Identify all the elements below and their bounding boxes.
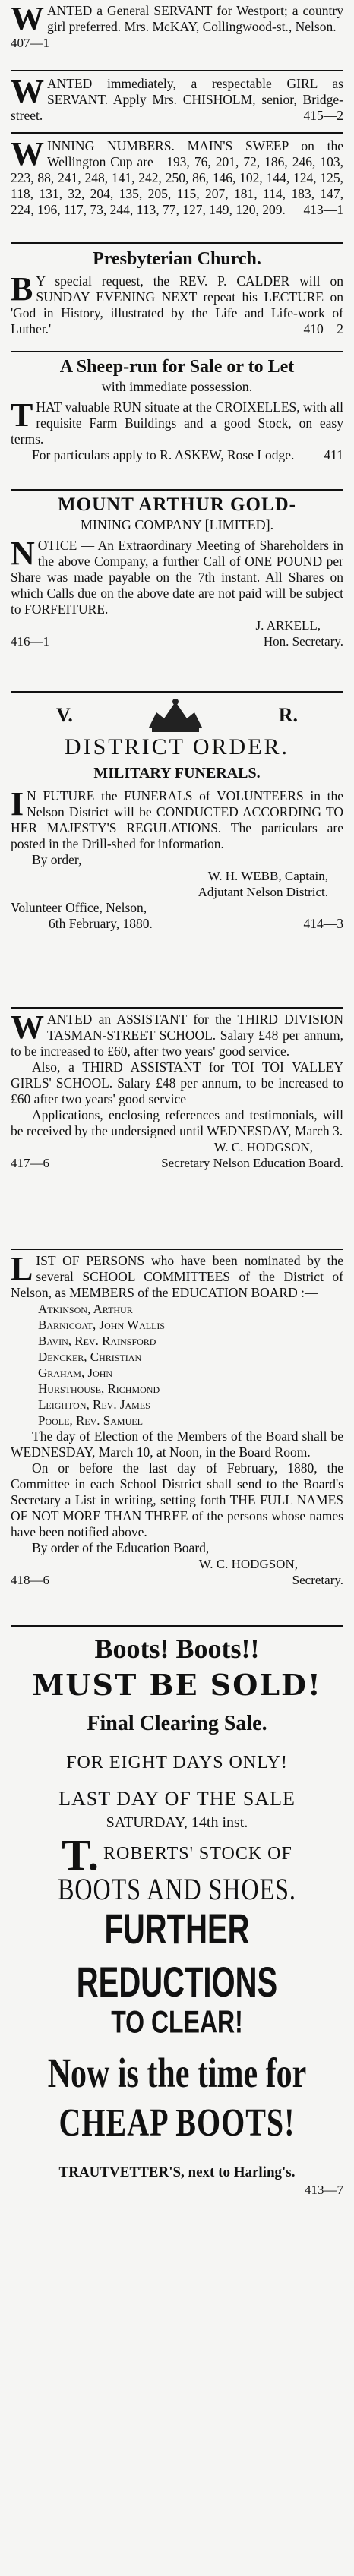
boots-big-t: T. — [62, 1830, 100, 1880]
signature-title: Hon. Secretary. — [263, 634, 343, 649]
boots-footer: TRAUTVETTER'S, next to Harling's. — [58, 2164, 296, 2180]
ad-text-2: Also, a THIRD ASSISTANT for TOI TOI VALLEY GIRLS' SCHOOL. Salary £48 per annum, to be increased to £60 after two years' good service — [11, 1059, 343, 1106]
ad-district-order — [11, 697, 343, 932]
ad-ref: 410—2 — [303, 321, 343, 336]
crest-letter-left: V. — [56, 704, 73, 726]
nominee-name: Graham, John — [38, 1365, 113, 1380]
ad-text: HAT valuable RUN situate at the CROIXELLES, with all requisite Farm Buildings and a good Stock, on easy terms. — [11, 399, 343, 447]
divider — [11, 691, 343, 693]
boots-line-12: CHEAP BOOTS! — [58, 2100, 296, 2145]
ad-heading: DISTRICT ORDER. — [64, 734, 290, 759]
ad-winning-numbers — [11, 138, 343, 218]
dropcap: T — [11, 396, 33, 434]
ad-ref: 417—6 — [11, 1156, 49, 1170]
signature: W. H. WEBB, Captain, — [207, 869, 328, 883]
dropcap: L — [11, 1253, 33, 1287]
ad-subheading: MILITARY FUNERALS. — [93, 765, 261, 781]
ad-text: ANTED immediately, a respectable GIRL as SERVANT. Apply Mrs. CHISHOLM, senior, Bridge-street. — [11, 76, 343, 123]
signature: W. C. HODGSON, — [198, 1557, 298, 1571]
divider — [11, 132, 343, 134]
nominee-name: Dencker, Christian — [38, 1350, 142, 1364]
dropcap: W — [11, 138, 44, 172]
royal-crest-icon — [141, 697, 210, 734]
ad-sheep-run — [11, 355, 343, 463]
ad-text: ANTED an ASSISTANT for the THIRD DIVISION TASMAN-STREET SCHOOL. Salary £48 per annum, to be increased to £60, after two years' good service. — [11, 1012, 343, 1059]
ad-subheading: with immediate possession. — [101, 379, 253, 394]
ad-ref: 407—1 — [11, 36, 49, 50]
boots-line-6: SATURDAY, 14th inst. — [106, 1814, 248, 1831]
signature-title: Secretary. — [292, 1573, 343, 1587]
ad-text: INNING NUMBERS. MAIN'S SWEEP on the Wellington Cup are—193, 76, 201, 72, 186, 246, 103, 223, 88, 241, 248, 141, 242, 250, 86, 146, 102, 144, 124, 125, 118, 131, 32, 204, 135, 205, 115, 207, 181, 114, 183, 147, 224, 196, 117, 73, 244, 113, 77, 127, 149, 120, 209. — [11, 138, 343, 217]
dropcap: W — [11, 1012, 44, 1046]
boots-line-8: BOOTS AND SHOES. — [58, 1871, 296, 1906]
ad-subheading: MINING COMPANY [LIMITED]. — [80, 517, 274, 532]
boots-line-2: MUST BE SOLD! — [32, 1668, 322, 1702]
ad-text-3: Applications, enclosing references and testimonials, will be received by the undersigned until WEDNESDAY, March 3. — [11, 1107, 343, 1138]
dropcap: I — [11, 785, 24, 822]
ad-heading: A Sheep-run for Sale or to Let — [59, 357, 295, 377]
ad-text-2: The day of Election of the Members of the Board shall be WEDNESDAY, March 10, at Noon, in the Board Room. — [11, 1428, 343, 1460]
boots-line-11: Now is the time for — [47, 2051, 307, 2097]
ad-assistant — [11, 1012, 343, 1171]
ad-ref: 415—2 — [303, 108, 343, 123]
signature-title: Adjutant Nelson District. — [198, 885, 328, 899]
signature: J. ARKELL, — [255, 618, 321, 633]
boots-line-4: FOR EIGHT DAYS ONLY! — [66, 1753, 288, 1773]
ad-text: Y special request, the REV. P. CALDER will on SUNDAY EVENING NEXT repeat his LECTURE on 'God in History, illustrated by the Life and Life-work of Luther.' — [11, 273, 343, 336]
nominee-name: Barnicoat, John Wallis — [38, 1318, 166, 1332]
ad-text: IST OF PERSONS who have been nominated by the several SCHOOL COMMITTEES of the District of Nelson, as MEMBERS of the EDUCATION BOARD :— — [11, 1253, 343, 1300]
boots-line-5: LAST DAY OF THE SALE — [58, 1788, 296, 1810]
ad-text-3: On or before the last day of February, 1880, the Committee in each School District shall send to the Board's Secretary a List in writing, setting forth THE FULL NAMES OF NOT MORE THAN THREE of the persons whose names have been notified above. — [11, 1460, 343, 1539]
by-order: By order of the Education Board, — [32, 1540, 210, 1555]
boots-line-9: FURTHER REDUCTIONS — [76, 1906, 278, 2006]
ad-ref: 416—1 — [11, 634, 49, 649]
nominee-name: Atkinson, Arthur — [38, 1302, 133, 1316]
divider — [11, 1625, 343, 1627]
ad-servant-mckay — [11, 3, 343, 51]
divider — [11, 489, 343, 491]
dropcap: W — [11, 3, 44, 37]
ad-text-2: For particulars apply to R. ASKEW, Rose Lodge. — [32, 447, 295, 462]
ad-ref: 413—1 — [303, 202, 343, 217]
ad-heading: MOUNT ARTHUR GOLD- — [58, 494, 296, 515]
ad-presbyterian — [11, 248, 343, 337]
nominee-list — [11, 1301, 343, 1428]
divider — [11, 242, 343, 244]
nominee-name: Hursthouse, Richmond — [38, 1381, 160, 1396]
divider — [11, 1249, 343, 1250]
ad-servant-chisholm — [11, 76, 343, 124]
nominee-name: Poole, Rev. Samuel — [38, 1413, 143, 1428]
ad-ref: 414—3 — [303, 916, 343, 931]
boots-line-3: Final Clearing Sale. — [87, 1712, 267, 1735]
ad-education-board — [11, 1253, 343, 1588]
boots-line-1: Boots! Boots!! — [94, 1634, 260, 1664]
divider — [11, 351, 343, 352]
by-order: By order, — [32, 852, 82, 867]
crest-letter-right: R. — [278, 704, 298, 726]
ad-text: OTICE — An Extraordinary Meeting of Shareholders in the above Company, a further Call of ONE POUND per Share was made payable on the 7th instant. All Shares on which Calls due on the above date are not paid will be subject to FORFEITURE. — [11, 538, 343, 617]
nominee-name: Leighton, Rev. James — [38, 1397, 150, 1412]
dropcap: N — [11, 535, 35, 572]
ad-mount-arthur — [11, 494, 343, 649]
ad-text: ANTED a General SERVANT for Westport; a country girl preferred. Mrs. McKAY, Collingwood-st., Nelson. — [47, 3, 343, 34]
divider — [11, 70, 343, 71]
office: Volunteer Office, Nelson, — [11, 900, 147, 915]
dropcap: B — [11, 270, 33, 308]
signature: W. C. HODGSON, — [213, 1140, 313, 1154]
ad-boots — [11, 1631, 343, 2198]
ad-ref: 413—7 — [305, 2183, 343, 2197]
ad-ref: 418—6 — [11, 1573, 49, 1587]
date: 6th February, 1880. — [49, 916, 153, 931]
boots-line-10: TO CLEAR! — [111, 2003, 243, 2040]
ad-text: N FUTURE the FUNERALS of VOLUNTEERS in the Nelson District will be CONDUCTED ACCORDING TO HER MAJESTY'S REGULATIONS. The particulars are posted in the Drill-shed for information. — [11, 788, 343, 851]
ad-heading: Presbyterian Church. — [93, 249, 261, 269]
ad-ref: 411 — [324, 447, 343, 462]
nominee-name: Bavin, Rev. Rainsford — [38, 1334, 156, 1348]
dropcap: W — [11, 76, 44, 110]
signature-title: Secretary Nelson Education Board. — [161, 1156, 343, 1170]
divider — [11, 1007, 343, 1009]
boots-line-7: ROBERTS' STOCK OF — [103, 1844, 292, 1864]
